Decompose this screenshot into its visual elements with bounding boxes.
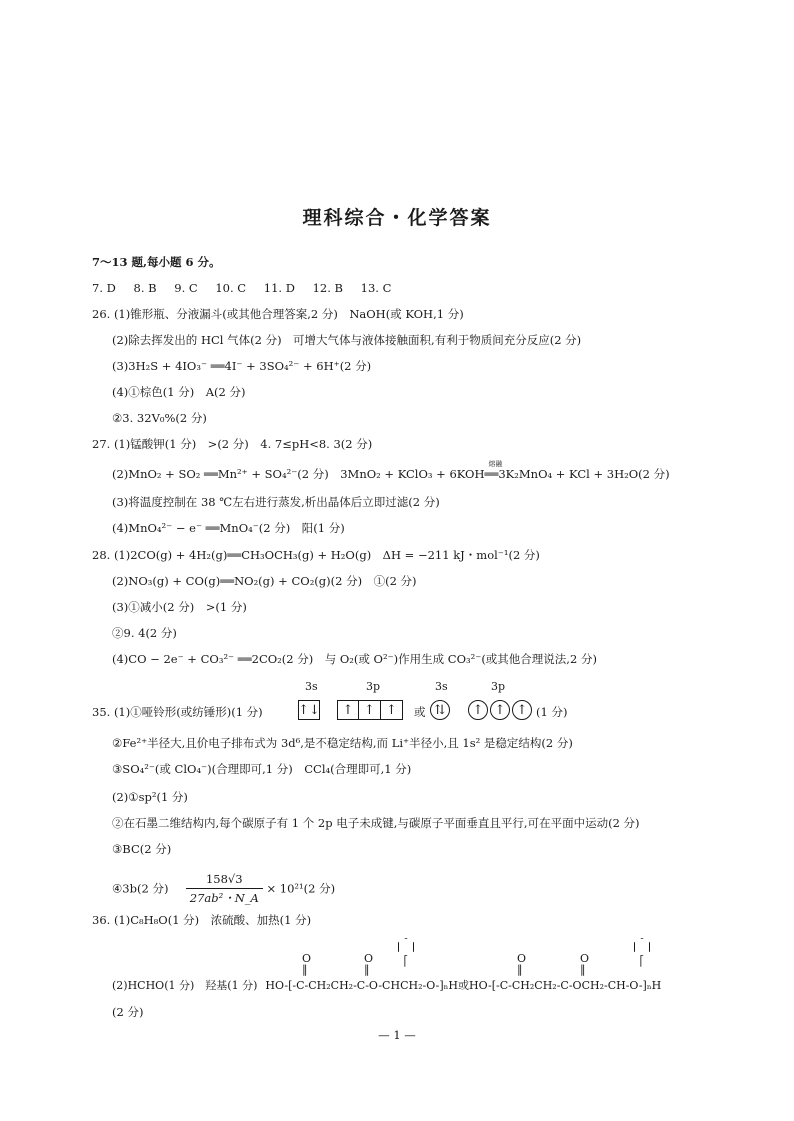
double-bond-2: ‖: [364, 963, 370, 976]
carbonyl-o-1: O: [302, 952, 312, 965]
q36-line-2a: (2)HCHO(1 分) 羟基(1 分): [112, 979, 258, 992]
orbital-box-3s-cell: ↑↓: [298, 700, 320, 720]
q35-line-6: ③BC(2 分): [112, 842, 172, 856]
orbital-label-3p-a: 3p: [366, 680, 381, 693]
q36-line-1: 36. (1)C₈H₈O(1 分) 浓硫酸、加热(1 分): [92, 913, 312, 927]
orbital-box-3p-cell-2: ↑: [359, 700, 381, 720]
q35-line-7: [112, 870, 335, 907]
q26-line-1: 26. (1)锥形瓶、分液漏斗(或其他合理答案,2 分) NaOH(或 KOH,1 分): [92, 307, 464, 321]
orbital-circle-3s-cell: ⇅: [430, 700, 450, 720]
q35-line-5: ②在石墨二维结构内,每个碳原子有 1 个 2p 电子未成键,与碳原子平面垂直且平行,可在平面中运动(2 分): [112, 816, 640, 830]
q35-line-7a: ④3b(2 分): [112, 881, 169, 896]
q27-line-4: (4)MnO₄²⁻ − e⁻ ══MnO₄⁻(2 分) 阳(1 分): [112, 521, 345, 535]
carbonyl-o-4: O: [580, 952, 590, 965]
q27-arrow-group: [484, 460, 670, 482]
carbonyl-o-2: O: [364, 952, 374, 965]
q26-line-3: (3)3H₂S + 4IO₃⁻ ══4I⁻ + 3SO₄²⁻ + 6H⁺(2 分): [112, 359, 372, 373]
q36-line-2: [112, 978, 661, 994]
intro-line: 7～13 题,每小题 6 分。: [92, 255, 221, 269]
orbital-label-3s-b: 3s: [435, 680, 448, 693]
orbital-box-3s: [298, 700, 320, 720]
orbital-circle-3p: [468, 700, 532, 720]
orbital-or: 或: [414, 705, 426, 719]
mc-answer-10: 10. C: [215, 281, 247, 295]
mc-answers: [92, 280, 391, 296]
q28-line-5: (4)CO − 2e⁻ + CO₃²⁻ ══2CO₂(2 分) 与 O₂(或 O²⁻)作用生成 CO₃²⁻(或其他合理说法,2 分): [112, 652, 597, 666]
orbital-label-3s-a: 3s: [305, 680, 318, 693]
orbital-label-3p-b: 3p: [491, 680, 506, 693]
q35-line-1-score: (1 分): [536, 705, 568, 719]
mc-answer-13: 13. C: [360, 281, 392, 295]
mc-answer-8: 8. B: [133, 281, 157, 295]
double-bond-1: ‖: [302, 963, 308, 976]
orbital-circle-3p-cell-2: ↑: [490, 700, 510, 720]
q36-line-3: (2 分): [112, 1005, 144, 1019]
double-bond-3: ‖: [517, 963, 523, 976]
q35-line-3: ③SO₄²⁻(或 ClO₄⁻)(合理即可,1 分) CCl₄(合理即可,1 分): [112, 762, 412, 776]
orbital-box-3p: [337, 700, 403, 720]
ring-bond-2: |: [639, 954, 643, 967]
q28-line-1: 28. (1)2CO(g) + 4H₂(g)══CH₃OCH₃(g) + H₂O(g) ΔH = −211 kJ・mol⁻¹(2 分): [92, 548, 540, 562]
orbital-box-3p-cell-1: ↑: [337, 700, 359, 720]
structure-or: 或: [457, 979, 469, 992]
page-title: 理科综合・化学答案: [302, 207, 492, 229]
carbonyl-o-3: O: [517, 952, 527, 965]
q28-line-3: (3)①减小(2 分) >(1 分): [112, 600, 247, 614]
mc-answer-11: 11. D: [263, 281, 295, 295]
mc-answer-9: 9. C: [174, 281, 198, 295]
q27-line-2: [112, 460, 670, 482]
orbital-circle-3s: [430, 700, 450, 720]
double-bond-4: ‖: [580, 963, 586, 976]
polymer-structure-2: HO-[-C-CH₂CH₂-C-OCH₂-CH-O-]ₙH: [468, 979, 662, 992]
q35-line-4: (2)①sp²(1 分): [112, 790, 188, 804]
mc-answer-7: 7. D: [92, 281, 116, 295]
q35-line-7b: × 10²¹(2 分): [266, 881, 336, 896]
polymer-structure-1: HO-[-C-CH₂CH₂-C-O-CHCH₂-O-]ₙH: [265, 979, 458, 992]
q27-line-3: (3)将温度控制在 38 ℃左右进行蒸发,析出晶体后立即过滤(2 分): [112, 495, 440, 509]
ring-bond-1: |: [403, 954, 407, 967]
density-denominator: 27ab²・N_A: [189, 891, 259, 905]
q26-line-5: ②3. 32V₀%(2 分): [112, 411, 207, 425]
orbital-box-3p-cell-3: ↑: [381, 700, 403, 720]
mc-answer-12: 12. B: [312, 281, 343, 295]
q26-line-2: (2)除去挥发出的 HCl 气体(2 分) 可增大气体与液体接触面积,有利于物质间充分反应(2 分): [112, 333, 582, 347]
orbital-circle-3p-cell-1: ↑: [468, 700, 488, 720]
density-numerator: 158√3: [186, 870, 263, 889]
q27-line-2b: ══3K₂MnO₄ + KCl + 3H₂O(2 分): [484, 467, 670, 481]
q28-line-2: (2)NO₃(g) + CO(g)══NO₂(g) + CO₂(g)(2 分) ①(2 分): [112, 574, 417, 588]
q35-line-1: 35. (1)①哑铃形(或纺锤形)(1 分): [92, 705, 263, 719]
q27-line-2a: (2)MnO₂ + SO₂ ══Mn²⁺ + SO₄²⁻(2 分) 3MnO₂ + KClO₃ + 6KOH: [112, 467, 485, 481]
q28-line-4: ②9. 4(2 分): [112, 626, 177, 640]
q35-line-2: ②Fe²⁺半径大,且价电子排布式为 3d⁶,是不稳定结构,而 Li⁺半径小,且 1s² 是稳定结构(2 分): [112, 736, 573, 750]
orbital-circle-3p-cell-3: ↑: [512, 700, 532, 720]
q26-line-4: (4)①棕色(1 分) A(2 分): [112, 385, 246, 399]
q27-condition: 熔融: [488, 460, 503, 468]
density-fraction: [186, 870, 263, 907]
page-number: — 1 —: [378, 1028, 416, 1042]
q27-line-1: 27. (1)锰酸钾(1 分) >(2 分) 4. 7≤pH<8. 3(2 分): [92, 437, 373, 451]
